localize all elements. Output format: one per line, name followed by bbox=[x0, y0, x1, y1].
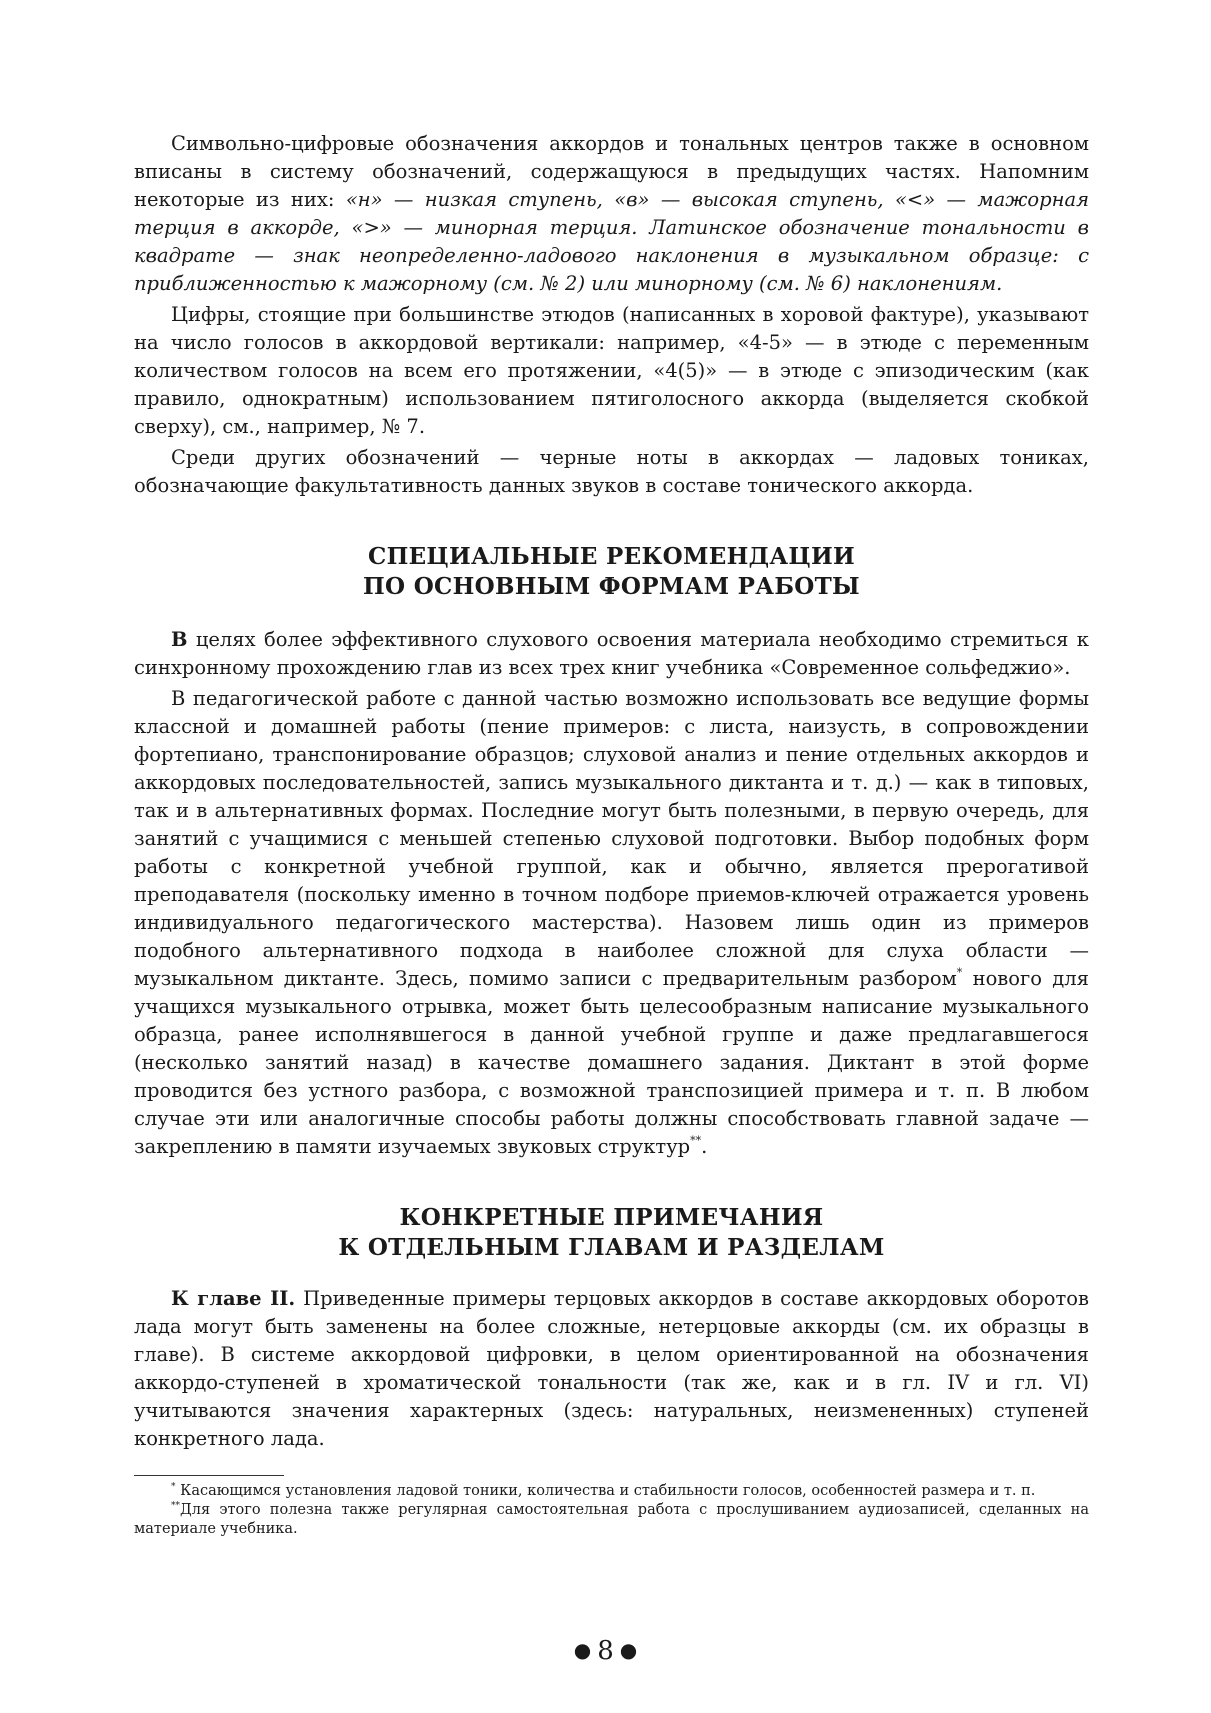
section1-p1-lead: В bbox=[171, 628, 188, 651]
section1-paragraph-2 bbox=[134, 685, 1089, 1161]
intro-p1-text: Символьно-цифровые обозначения аккордов и тональных центров также в основном вписаны в систему обозначений, содержащуюся в предыдущих частях. Напомним некоторые из них: bbox=[134, 132, 1089, 211]
section1-heading bbox=[134, 542, 1089, 602]
page-number bbox=[0, 1635, 1211, 1666]
section1-heading-line1: СПЕЦИАЛЬНЫЕ РЕКОМЕНДАЦИИ bbox=[367, 543, 856, 570]
main-text bbox=[134, 130, 1089, 1453]
footnote-2-text: Для этого полезна также регулярная самостоятельная работа с прослушиванием аудиозаписей, сделанных на материале учебника. bbox=[134, 1502, 1089, 1537]
footnote-1 bbox=[134, 1482, 1089, 1501]
intro-paragraph-2: Цифры, стоящие при большинстве этюдов (написанных в хоровой фактуре), указывают на число голосов в аккордовой вертикали: например, «4-5» — в этюде с переменным количеством голосов на всем его протяжении, «4(5)» — в этюде с эпизодическим (как правило, однократным) использованием пятиголосного аккорда (выделяется скобкой сверху), см., например, № 7. bbox=[134, 303, 1089, 438]
footnote-1-text: Касающимся установления ладовой тоники, количества и стабильности голосов, особенностей размера и т. п. bbox=[175, 1483, 1036, 1499]
footnote-ref-2[interactable]: ** bbox=[690, 1134, 702, 1147]
page-number-value: 8 bbox=[597, 1636, 614, 1666]
footnote-1-mark: * bbox=[171, 1482, 176, 1492]
section2-heading bbox=[134, 1203, 1089, 1263]
section1-paragraph-1 bbox=[134, 626, 1089, 682]
intro-paragraph-3: Среди других обозначений — черные ноты в аккордах — ладовых тониках, обозначающие факультативность данных звуков в составе тонического аккорда. bbox=[134, 446, 1089, 497]
page-number-dot-right: ● bbox=[619, 1638, 638, 1662]
section2-p1-lead: К главе II. bbox=[171, 1287, 296, 1310]
footnote-2-mark: ** bbox=[171, 1501, 180, 1511]
section1-p1-text: целях более эффективного слухового освоения материала необходимо стремиться к синхронному прохождению глав из всех трех книг учебника «Современное сольфеджио». bbox=[134, 628, 1089, 679]
footnote-2 bbox=[134, 1501, 1089, 1539]
section1-p2-part2: нового для учащихся музыкального отрывка, может быть целесообразным написание музыкального образца, ранее исполнявшегося в данной учебной группе и даже предлагавшегося (несколько занятий назад) в качестве домашнего задания. Диктант в этой форме проводится без устного разбора, с возможной транспозицией примера и т. п. В любом случае эти или аналогичные способы работы должны способствовать главной задаче — закреплению в памяти изучаемых звуковых структур bbox=[134, 967, 1089, 1158]
section1-p2-end: . bbox=[701, 1135, 708, 1158]
section2-p1-text: Приведенные примеры терцовых аккордов в составе аккордовых оборотов лада могут быть заменены на более сложные, нетерцовые аккорды (см. их образцы в главе). В системе аккордовой цифровки, в целом ориентированной на обозначения аккордо-ступеней в хроматической тональности (так же, как и в гл. IV и гл. VI) учитываются значения характерных (здесь: натуральных, неизмененных) ступеней конкретного лада. bbox=[134, 1287, 1090, 1450]
footnote-rule bbox=[134, 1475, 284, 1476]
section2-paragraph-1 bbox=[134, 1285, 1089, 1453]
page-number-dot-left: ● bbox=[573, 1638, 592, 1662]
intro-p1-italic: «н» — низкая ступень, «в» — высокая ступень, «<» — мажорная терция в аккорде, «>» — минорная терция. Латинское обозначение тональности в квадрате — знак неопределенно-ладового наклонения в музыкальном образце: с приближенностью к мажорному (см. № 2) или минорному (см. № 6) наклонениям. bbox=[134, 188, 1089, 295]
section2-heading-line1: КОНКРЕТНЫЕ ПРИМЕЧАНИЯ bbox=[399, 1204, 824, 1231]
footnote-ref-1[interactable]: * bbox=[956, 966, 963, 979]
section2-heading-line2: К ОТДЕЛЬНЫМ ГЛАВАМ И РАЗДЕЛАМ bbox=[338, 1234, 885, 1261]
section1-heading-line2: ПО ОСНОВНЫМ ФОРМАМ РАБОТЫ bbox=[363, 573, 860, 600]
intro-paragraph-1 bbox=[134, 130, 1089, 298]
footnotes bbox=[134, 1475, 1089, 1539]
section1-p2-part1: В педагогической работе с данной частью возможно использовать все ведущие формы классной и домашней работы (пение примеров: с листа, наизусть, в сопровождении фортепиано, транспонирование образцов; слуховой анализ и пение отдельных аккордов и аккордовых последовательностей, запись музыкального диктанта и т. д.) — как в типовых, так и в альтернативных формах. Последние могут быть полезными, в первую очередь, для занятий с учащимися с меньшей степенью слуховой подготовки. Выбор подобных форм работы с конкретной учебной группой, как и обычно, является прерогативой преподавателя (поскольку именно в точном подборе приемов-ключей отражается уровень индивидуального педагогического мастерства). Назовем лишь один из примеров подобного альтернативного подхода в наиболее сложной для слуха области — музыкальном диктанте. Здесь, помимо записи с предварительным разбором bbox=[134, 687, 1089, 990]
